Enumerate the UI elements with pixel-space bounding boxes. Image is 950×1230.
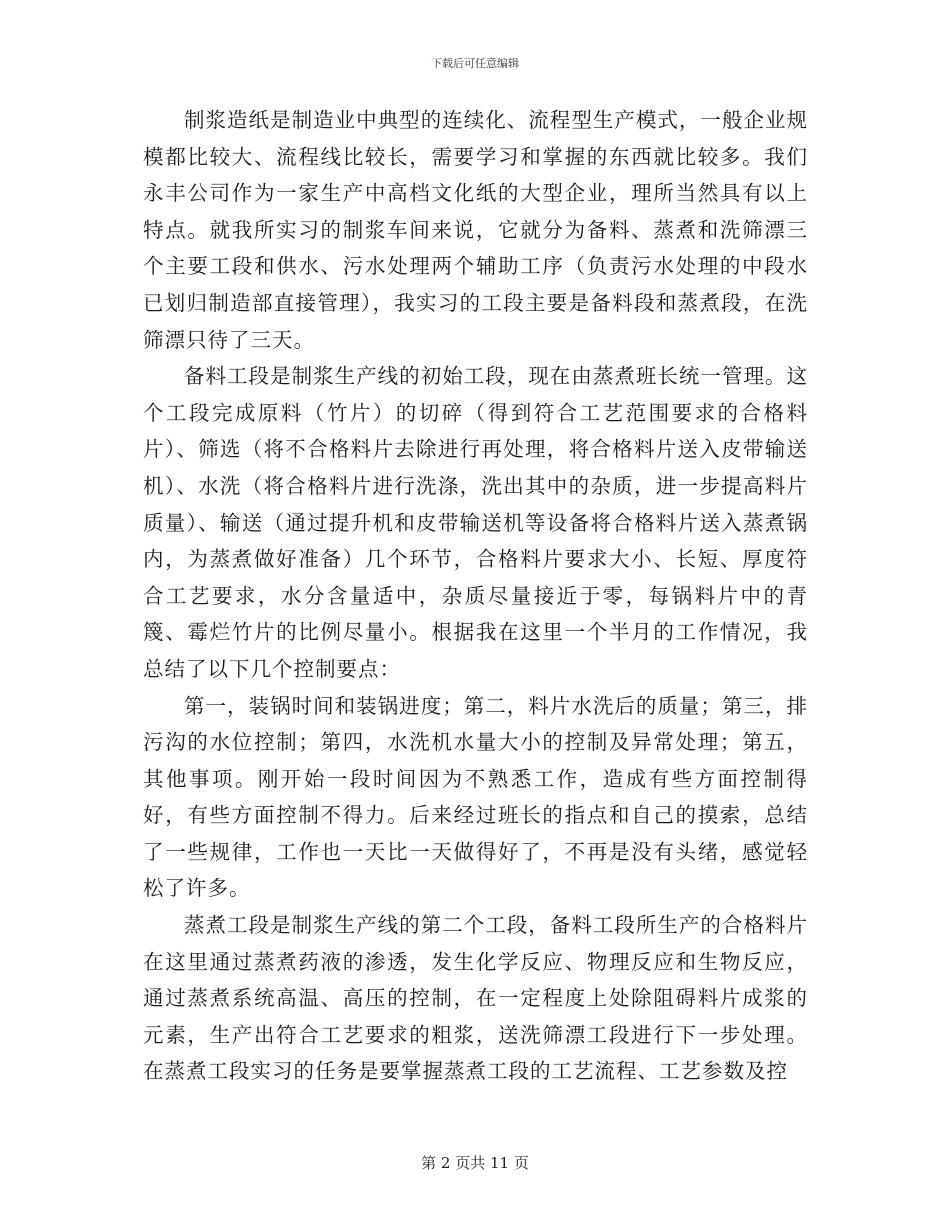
paragraph: 蒸煮工段是制浆生产线的第二个工段，备料工段所生产的合格料片在这里通过蒸煮药液的渗透，发生化学反应、物理反应和生物反应，通过蒸煮系统高温、高压的控制，在一定程度上处除阻碍料片成浆的元素，生产出符合工艺要求的粗浆，送洗筛漂工段进行下一步处理。在蒸煮工段实习的任务是要掌握蒸煮工段的工艺流程、工艺参数及控 [143,913,808,1084]
paragraph: 第一，装锅时间和装锅进度；第二，料片水洗后的质量；第三，排污沟的水位控制；第四，水洗机水量大小的控制及异常处理；第五，其他事项。刚开始一段时间因为不熟悉工作，造成有些方面控制得好，有些方面控制不得力。后来经过班长的指点和自己的摸索，总结了一些规律，工作也一天比一天做得好了，不再是没有头绪，感觉轻松了许多。 [143,693,808,901]
document-body [143,102,808,1090]
page-footer: 第 2 页共 11 页 [421,1154,529,1172]
page-header: 下载后可任意编辑 [431,57,519,70]
paragraph: 备料工段是制浆生产线的初始工段，现在由蒸煮班长统一管理。这个工段完成原料（竹片）的切碎（得到符合工艺范围要求的合格料片）、筛选（将不合格料片去除进行再处理，将合格料片送入皮带输送机）、水洗（将合格料片进行洗涤，洗出其中的杂质，进一步提高料片质量）、输送（通过提升机和皮带输送机等设备将合格料片送入蒸煮锅内，为蒸煮做好准备）几个环节，合格料片要求大小、长短、厚度符合工艺要求，水分含量适中，杂质尽量接近于零，每锅料片中的青篾、霉烂竹片的比例尽量小。根据我在这里一个半月的工作情况，我总结了以下几个控制要点： [143,364,808,681]
paragraph: 制浆造纸是制造业中典型的连续化、流程型生产模式，一般企业规模都比较大、流程线比较长，需要学习和掌握的东西就比较多。我们永丰公司作为一家生产中高档文化纸的大型企业，理所当然具有以上特点。就我所实习的制浆车间来说，它就分为备料、蒸煮和洗筛漂三个主要工段和供水、污水处理两个辅助工序（负责污水处理的中段水已划归制造部直接管理），我实习的工段主要是备料段和蒸煮段，在洗筛漂只待了三天。 [143,108,808,352]
